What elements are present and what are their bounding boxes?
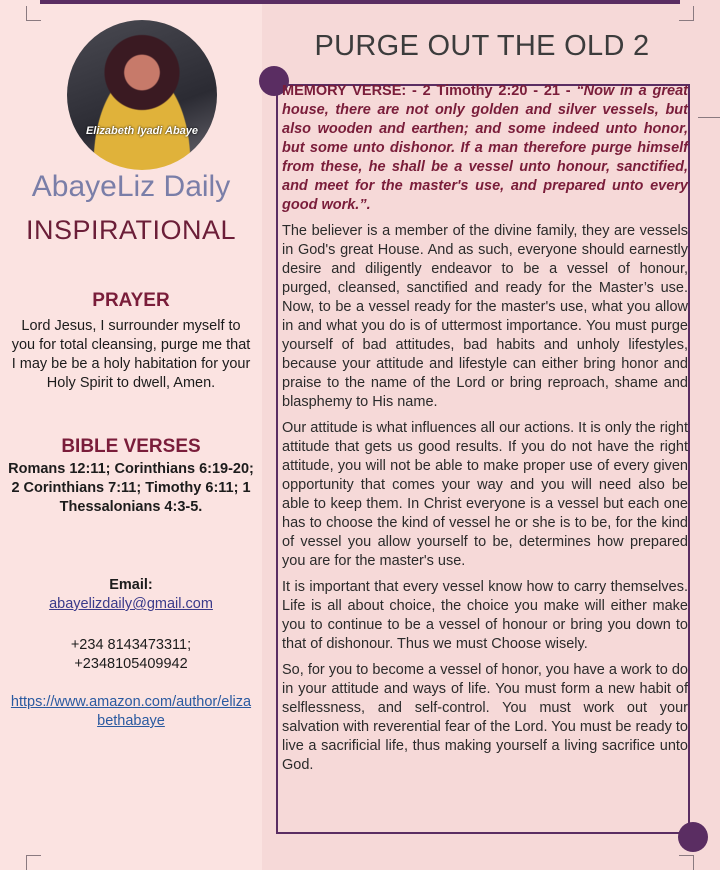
- article-title: PURGE OUT THE OLD 2: [314, 30, 650, 62]
- crop-mark: [679, 855, 694, 870]
- decorative-dot: [678, 822, 708, 852]
- article-paragraph: Our attitude is what influences all our actions. It is only the right attitude that gets us good results. If you do not have the right attitude, you will not be able to make proper use of every given opportunity that comes your way and you will need also be able to keep them. In Christ everyone is a vessel but each one has to choose the kind of vessel he or she is to be, for the kind of vessel you allow yourself to be, determines how prepared you are for the master's use.: [282, 420, 688, 569]
- email-link[interactable]: abayelizdaily@gmail.com: [49, 596, 213, 612]
- article-paragraph: So, for you to become a vessel of honor, you have a work to do in your attitude and ways of life. You must form a new habit of selflessness, and self-control. You must work out your salvation with reverential fear of the Lord. You must be ready to live a sacrificial life, thus making yourself a living sacrifice unto God.: [282, 662, 688, 773]
- crop-mark: [679, 6, 694, 21]
- brand-name-text: AbayeLiz: [31, 170, 156, 203]
- phone-number: +2348105409942: [74, 656, 188, 672]
- photo-caption: Elizabeth Iyadi Abaye: [85, 125, 199, 137]
- phone-number: +234 8143473311;: [70, 637, 192, 653]
- memory-verse-label: MEMORY VERSE: - 2 Timothy 2:20 - 21 -: [282, 83, 577, 99]
- article-paragraph: The believer is a member of the divine family, they are vessels in God's great House. And as such, everyone should earnestly desire and diligently endeavor to be a vessel of honour, purged, cleansed, sanctified and ready for the Master’s use. Now, to be a vessel ready for the master's use, what you allow in and what you do is of uttermost importance. You must purge yourself of bad attitudes, bad habits and unholy lifestyles, because your attitude and lifestyle can either bring honor and praise to the name of the Lord or bring reproach, shame and blasphemy to His name.: [282, 223, 688, 410]
- brand-subtitle: INSPIRATIONAL: [25, 215, 237, 245]
- author-photo: [67, 20, 217, 170]
- bible-verses-text: Romans 12:11; Corinthians 6:19-20; 2 Corinthians 7:11; Timothy 6:11; 1 Thessalonians 4:3-5.: [8, 461, 254, 515]
- top-rule: [40, 0, 680, 4]
- email-label: Email:: [109, 577, 153, 593]
- memory-verse-quote: “Now in a great house, there are not only golden and silver vessels, but also wooden and earthen; and some indeed unto honor, but some unto dishonor. If a man therefore purge himself from these, he shall be a vessel unto honour, sanctified, and meet for the master's use, and prepared unto every good work.”.: [282, 83, 688, 213]
- prayer-heading: PRAYER: [92, 290, 170, 311]
- brand-daily-text: Daily: [163, 170, 231, 203]
- crop-mark: [26, 6, 41, 21]
- amazon-author-link[interactable]: https://www.amazon.com/author/elizabethabaye: [10, 694, 252, 729]
- brand-name: [0, 170, 262, 204]
- article-paragraph: It is important that every vessel know how to carry themselves. Life is all about choice, the choice you make will either make you to continue to be a vessel of honour or bring you down to that of dishonour. Thus we must Choose wisely.: [282, 579, 688, 652]
- bible-verses-heading: BIBLE VERSES: [61, 436, 201, 457]
- prayer-text: Lord Jesus, I surrounder myself to you for total cleansing, purge me that I may be be a holy habitation for your Holy Spirit to dwell, Amen.: [11, 318, 251, 391]
- article-body: [282, 82, 688, 782]
- decorative-line: [698, 117, 720, 118]
- memory-verse: [282, 82, 688, 215]
- crop-mark: [26, 855, 41, 870]
